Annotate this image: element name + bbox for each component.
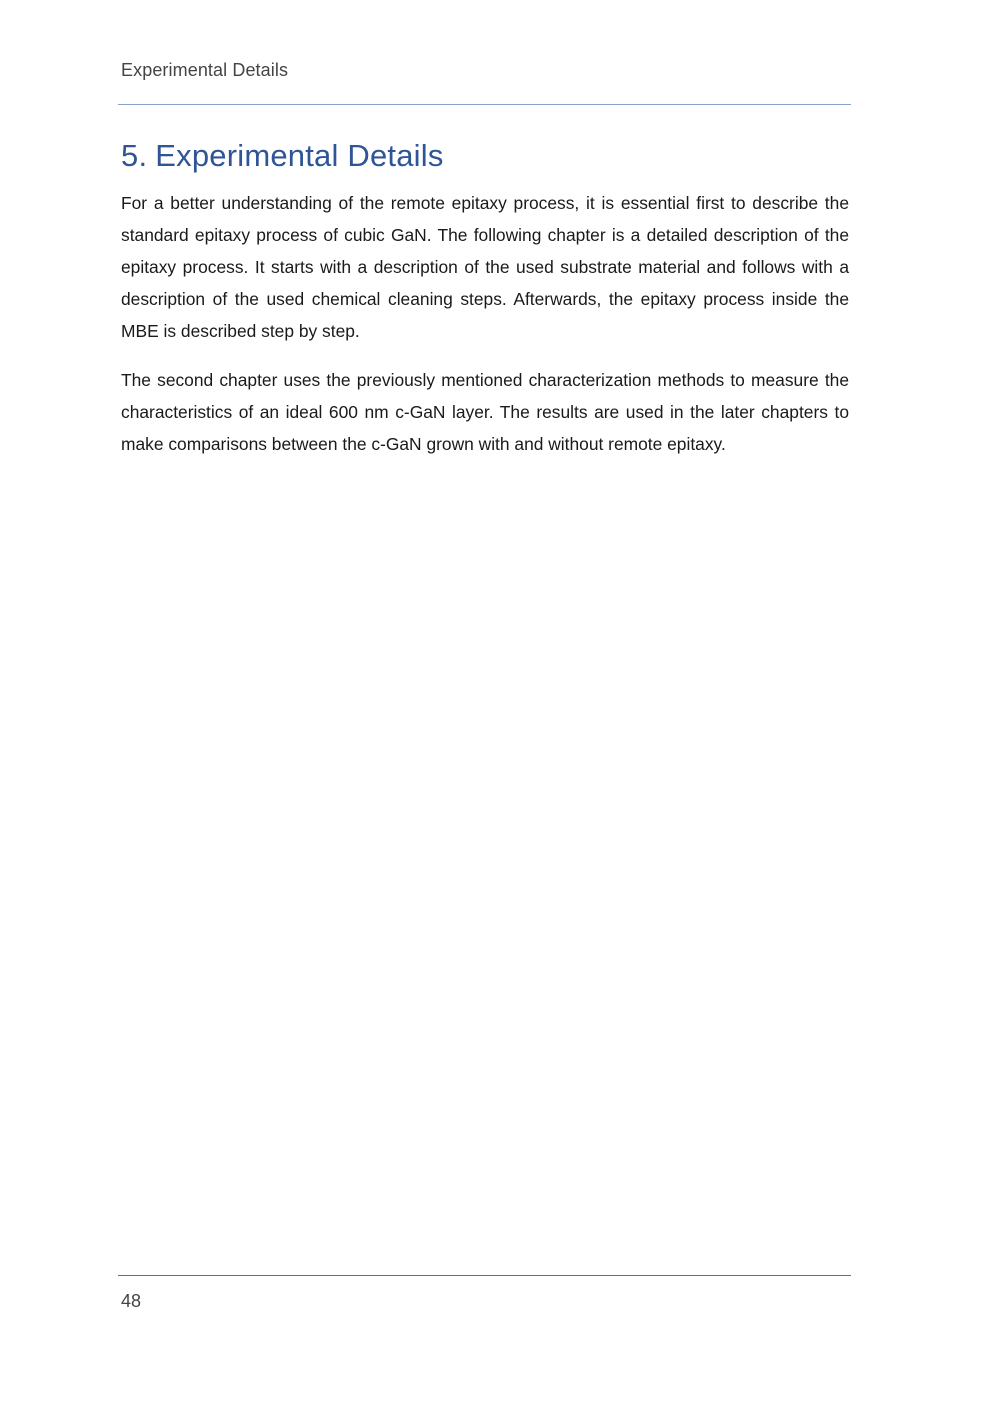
page-number: 48 (121, 1291, 142, 1311)
body-text (121, 187, 849, 477)
chapter-number: 5. (121, 138, 148, 173)
chapter-title (121, 138, 444, 174)
header-divider (118, 104, 851, 105)
running-header: Experimental Details (121, 60, 289, 80)
paragraph: The second chapter uses the previously mentioned characterization methods to measure the characteristics of an ideal 600 nm c-GaN layer. The results are used in the later chapters to make comparisons between the c-GaN grown with and without remote epitaxy. (121, 370, 849, 454)
chapter-title-text: Experimental Details (155, 138, 444, 173)
footer-divider (118, 1275, 851, 1276)
paragraph: For a better understanding of the remote epitaxy process, it is essential first to describe the standard epitaxy process of cubic GaN. The following chapter is a detailed description of the epitaxy process. It starts with a description of the used substrate material and follows with a description of the used chemical cleaning steps. Afterwards, the epitaxy process inside the MBE is described step by step. (121, 193, 849, 341)
